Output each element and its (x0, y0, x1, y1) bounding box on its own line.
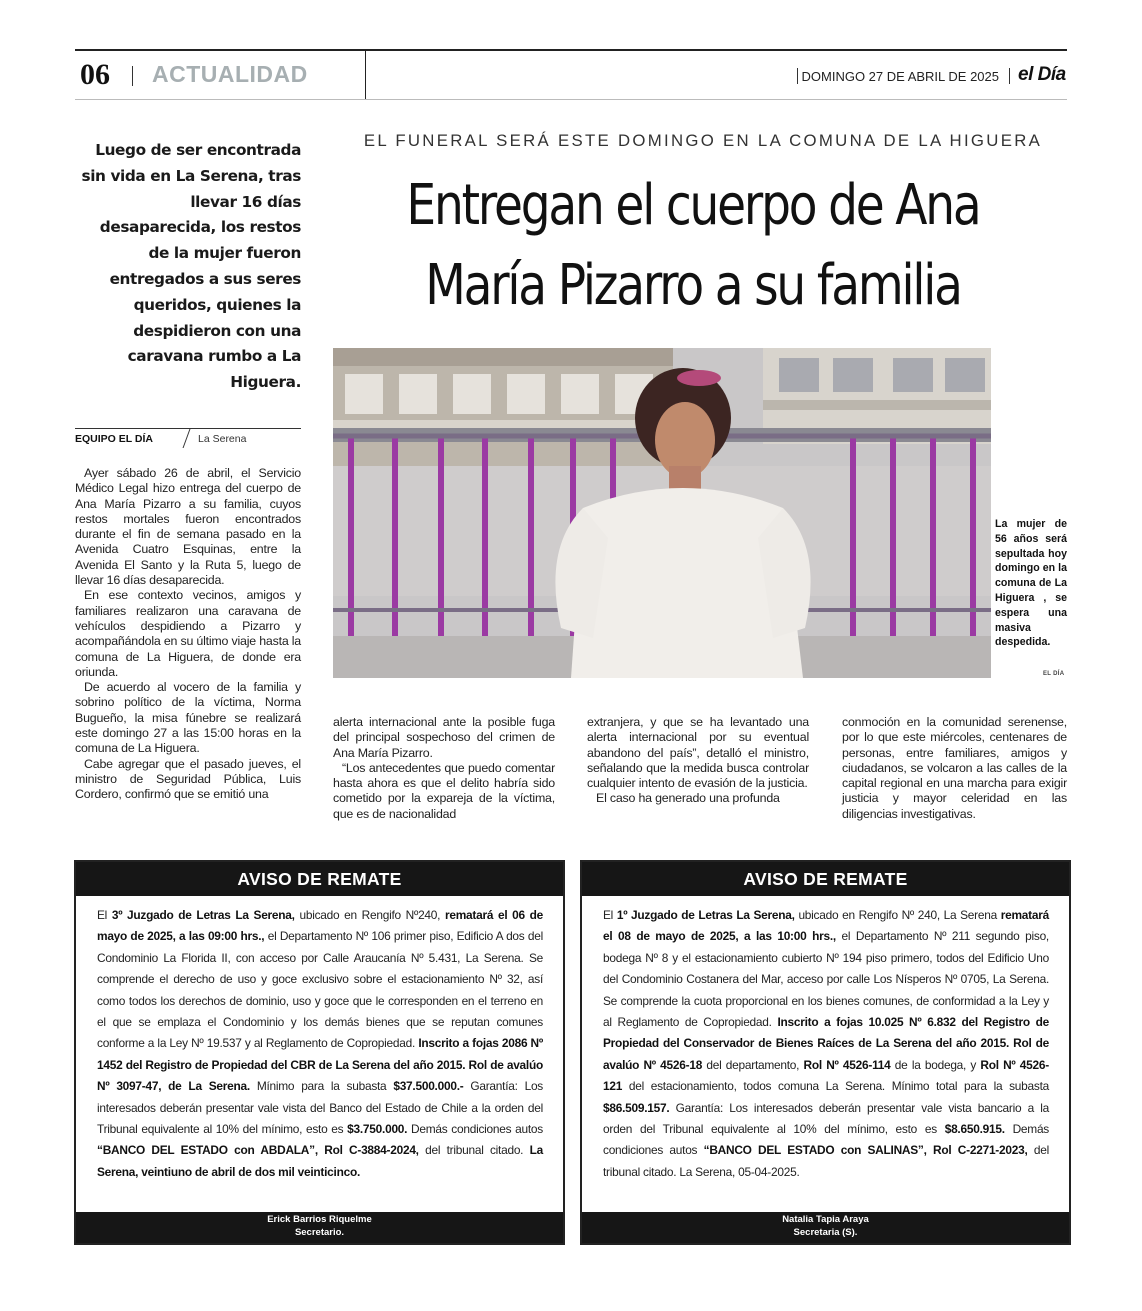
notice-text-run: Inscrito a fojas 10.025 Nº 6.832 del Registro de Propiedad del Conservador de Bienes Raíces de La Serena del año 2015. Rol de avalúo Nº 4526-18 (603, 1015, 1049, 1072)
notice-text-run: Rol Nº 4526-114 (803, 1057, 891, 1072)
notice-text-run: La Serena, veintiuno de abril de dos mil veinticinco. (97, 1143, 543, 1179)
auction-notice-2 (580, 860, 1071, 1245)
body-column-4 (842, 715, 1067, 822)
byline-location: La Serena (198, 433, 247, 445)
notice-text-run: Rol Nº 4526-121 (603, 1057, 1049, 1094)
notice-signature (582, 1212, 1069, 1243)
article-headline: Entregan el cuerpo de Ana María Pizarro a su familia (406, 173, 980, 318)
notice-text-run: Inscrito a fojas 2086 Nº 1452 del Registro de Propiedad del CBR de La Serena del año 2015. Rol de avalúo Nº 3097-47, de La Serena. (97, 1036, 543, 1094)
article-kicker: EL FUNERAL SERÁ ESTE DOMINGO EN LA COMUNA DE LA HIGUERA (363, 131, 1043, 150)
notice-text-run: El (603, 908, 617, 922)
body-column-3 (587, 715, 809, 807)
header-separator (132, 66, 133, 86)
notice-text-run: el Departamento Nº 211 segundo piso, bodega Nº 8 y el estacionamiento cubierto Nº 194 piso primero, todos del Edificio Uno del Condominio Costanera del Mar, acceso por calle Los Nísperos Nº 0705, La Serena. Se comprende la cuota proporcional en los bienes comunes, de conformidad a la Ley y al Reglamento de Copropiedad. (603, 929, 1049, 1030)
header-divider (365, 51, 366, 99)
photo-credit: EL DÍA (1043, 671, 1065, 677)
notice-signer-role: Secretario. (294, 1227, 345, 1238)
notice-text-run: 1º Juzgado de Letras La Serena, (616, 908, 795, 922)
notice-signer: Natalia Tapia Araya (782, 1214, 869, 1225)
paragraph: De acuerdo al vocero de la familia y sobrino político de la víctima, Norma Bugueño, la misa fúnebre se realizará este domingo 27 a las 15:00 horas en la comuna de La Higuera. (75, 680, 301, 756)
notice-title: AVISO DE REMATE (76, 862, 563, 896)
paragraph: conmoción en la comunidad serenense, por lo que este miércoles, centenares de personas, entre familiares, amigos y ciudadanos, se volcaron a las calles de la capital regional en una marcha para exigir justicia y mayor celeridad en las diligencias investigativas. (842, 715, 1067, 821)
notice-text-run: $3.750.000. (347, 1122, 408, 1137)
notice-text-run: Garantía: Los interesados deberán presentar vale vista del Banco del Estado de Chile a la orden del Tribunal equivalente al 10% del mínimo, esto es (97, 1079, 543, 1137)
notice-text-run: del estacionamiento, todos comuna La Serena. Mínimo total para la subasta (622, 1079, 1049, 1094)
notice-signer: Erick Barrios Riquelme (267, 1214, 372, 1225)
notice-text-run: del tribunal citado. (418, 1143, 530, 1158)
notice-text-run: Demás condiciones autos (603, 1122, 1049, 1158)
notice-text-run: $37.500.000.- (393, 1079, 464, 1094)
paragraph: Cabe agregar que el pasado jueves, el ministro de Seguridad Pública, Luis Cordero, confirmó que se emitió una (75, 756, 301, 802)
article-lead: Luego de ser encontrada sin vida en La Serena, tras llevar 16 días desaparecida, los restos de la mujer fueron entregados a sus seres queridos, quienes la despidieron con una caravana rumbo a La Higuera. (81, 141, 301, 392)
byline-rule (75, 428, 301, 429)
section-name: ACTUALIDAD (152, 61, 308, 87)
notice-text-run: 3º Juzgado de Letras La Serena, (111, 908, 295, 922)
article-photo (333, 348, 991, 678)
photo-illustration (333, 348, 991, 678)
paragraph: alerta internacional ante la posible fuga del principal sospechoso del crimen de Ana María Pizarro. (333, 715, 555, 760)
notice-text-run: ubicado en Rengifo Nº 240, La Serena (794, 908, 1001, 922)
body-column-2 (333, 715, 555, 822)
notice-text-run: “BANCO DEL ESTADO con ABDALA”, Rol C-3884-2024, (97, 1143, 419, 1158)
notice-text-run: rematará el 06 de mayo de 2025, a las 09:00 hrs., (97, 908, 544, 944)
page-number: 06 (80, 58, 110, 91)
notice-signer-role: Secretaria (S). (793, 1227, 858, 1238)
paragraph: Ayer sábado 26 de abril, el Servicio Médico Legal hizo entrega del cuerpo de Ana María Pizarro a su familia, cuyos restos mortales fueron encontrados durante el fin de semana pasado en la Avenida Cuatro Esquinas, entre la Avenida El Santo y la Ruta 5, luego de llevar 16 días desaparecida. (75, 466, 301, 588)
notice-text-run: “BANCO DEL ESTADO con SALINAS”, Rol C-2271-2023, (703, 1143, 1028, 1158)
paragraph: extranjera, y que se ha levantado una alerta internacional por su eventual abandono del país”, detalló el ministro, señalando que la medida busca controlar cualquier intento de evasión de la justicia. (587, 715, 809, 791)
header-bottom-rule (75, 99, 1067, 100)
byline-slash (183, 429, 191, 448)
notice-text-run: del departamento, (702, 1057, 804, 1072)
byline-author: EQUIPO EL DÍA (75, 433, 153, 445)
issue-date: DOMINGO 27 DE ABRIL DE 2025 (801, 69, 999, 84)
paragraph: El caso ha generado una profunda (596, 791, 780, 806)
body-column-1 (75, 466, 301, 803)
header-top-rule (75, 49, 1067, 51)
notice-text-run: el Departamento Nº 106 primer piso, Edificio A dos del Condominio La Florida II, con acceso por Calle Araucanía Nº 5.431, La Serena. Se comprende el derecho de uso y goce exclusivo sobre el estacionamiento Nº 32, así como todos los derechos de dominio, uso y goce que le corresponden en el terreno en el que se emplaza el Condominio y los demás bienes que se reputan comunes conforme a la Ley Nº 19.537 y al Reglamento de Copropiedad. (97, 929, 543, 1051)
notice-text-run: del tribunal citado. La Serena, 05-04-2025. (603, 1143, 1050, 1179)
newspaper-logo: el Día (1018, 64, 1066, 85)
notice-text-run: rematará el 08 de mayo de 2025, a las 10:00 hrs., (603, 908, 1049, 944)
notice-signature (76, 1212, 563, 1243)
notice-text-run: Demás condiciones autos (407, 1122, 543, 1137)
notice-text-run: El (97, 908, 112, 922)
notice-text (97, 905, 543, 1183)
photo-caption: La mujer de 56 años será sepultada hoy domingo en la comuna de La Higuera , se espera una masiva despedida. (995, 518, 1067, 649)
notice-title: AVISO DE REMATE (582, 862, 1069, 896)
paragraph: “Los antecedentes que puedo comentar hasta ahora es que el delito habría sido cometido por la expareja de la víctima, que es de nacionalidad (333, 760, 555, 821)
notice-text-run: ubicado en Rengifo Nº240, (294, 908, 445, 922)
paragraph: En ese contexto vecinos, amigos y familiares realizaron una caravana de vehículos despidiendo a Pizarro y acompañándola en su último viaje hasta la comuna de La Higuera, de donde era oriunda. (75, 588, 301, 679)
notice-text-run: Garantía: Los interesados deberán presentar vale vista bancario a la orden del Tribunal equivalente al 10% del mínimo, esto es (603, 1100, 1049, 1137)
notice-text-run: Mínimo para la subasta (249, 1079, 394, 1094)
notice-text-run: $8.650.915. (944, 1122, 1005, 1137)
date-separator (797, 68, 798, 84)
notice-text-run: de la bodega, y (890, 1057, 981, 1072)
auction-notice-1 (74, 860, 565, 1245)
brand-separator (1009, 68, 1010, 84)
notice-text-run: $86.509.157. (603, 1100, 670, 1115)
notice-text (603, 905, 1049, 1183)
